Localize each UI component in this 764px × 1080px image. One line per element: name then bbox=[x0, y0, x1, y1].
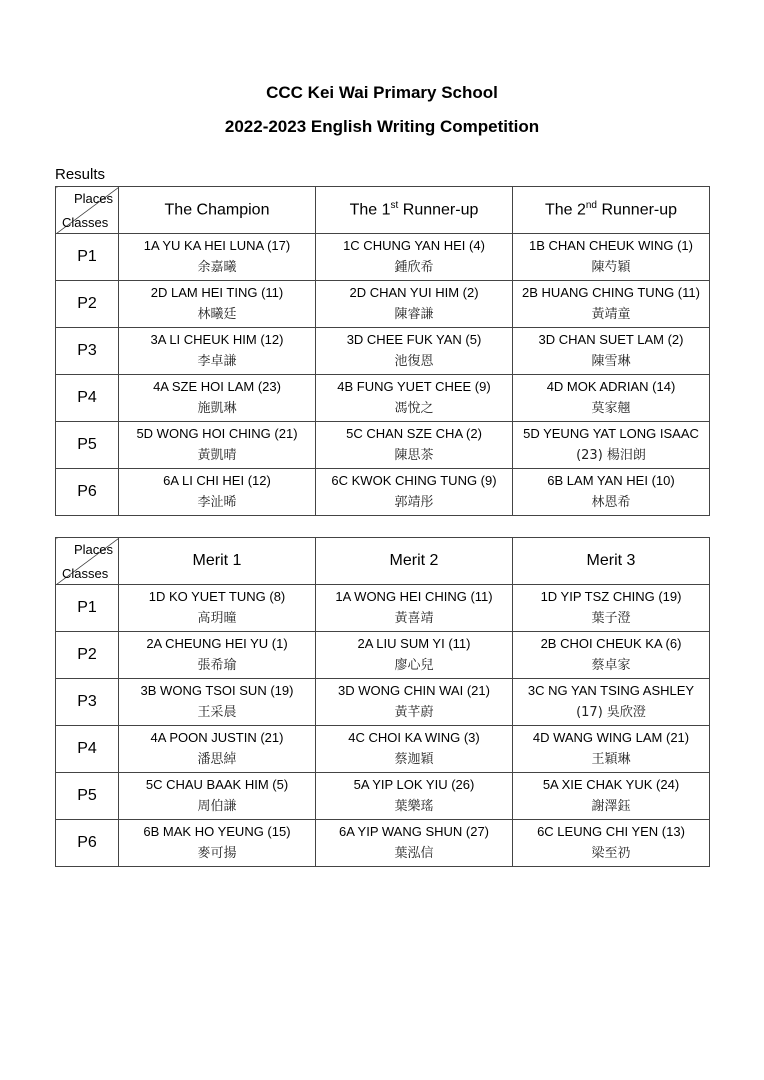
winner-name-en: 6B MAK HO YEUNG (15) bbox=[143, 824, 291, 839]
winner-name-en: 3B WONG TSOI SUN (19) bbox=[140, 683, 294, 698]
winner-name-en: 2B CHOI CHEUK KA (6) bbox=[540, 636, 682, 651]
winner-name-zh: 潘思綽 bbox=[197, 752, 237, 767]
winner-name-en: 5D WONG HOI CHING (21) bbox=[136, 426, 298, 441]
winner-name-en: 6B LAM YAN HEI (10) bbox=[547, 473, 675, 488]
winner-name-zh: 葉樂瑤 bbox=[394, 799, 434, 814]
winner-name-zh: 葉泓信 bbox=[394, 846, 434, 861]
winner-name-zh: 李卓謙 bbox=[197, 354, 237, 369]
header-merit-2: Merit 2 bbox=[316, 538, 513, 585]
table-row bbox=[56, 679, 710, 726]
classes-label: Classes bbox=[62, 566, 109, 581]
classes-label: Classes bbox=[62, 215, 109, 230]
class-label: P1 bbox=[56, 234, 119, 281]
class-label: P6 bbox=[56, 820, 119, 867]
winner-cell bbox=[513, 375, 710, 422]
winner-name-zh: 周伯謙 bbox=[197, 799, 237, 814]
winner-cell bbox=[316, 281, 513, 328]
winner-name-zh: 李沚晞 bbox=[197, 495, 237, 510]
winner-name-en: 6A YIP WANG SHUN (27) bbox=[338, 824, 490, 839]
header-champion: The Champion bbox=[119, 187, 316, 234]
winner-cell bbox=[316, 375, 513, 422]
winner-cell bbox=[316, 234, 513, 281]
winner-cell bbox=[513, 679, 710, 726]
winner-name-en: 6A LI CHI HEI (12) bbox=[163, 473, 271, 488]
winner-name-en: 3D CHEE FUK YAN (5) bbox=[346, 332, 482, 347]
table-row bbox=[56, 726, 710, 773]
results-table bbox=[55, 186, 710, 516]
winner-name-en: 4C CHOI KA WING (3) bbox=[348, 730, 480, 745]
winner-name-en: 2D LAM HEI TING (11) bbox=[150, 285, 284, 300]
winner-name-zh: 蔡迦穎 bbox=[394, 752, 434, 767]
winner-name-en: 1A WONG HEI CHING (11) bbox=[335, 589, 493, 604]
table-row bbox=[56, 773, 710, 820]
competition-title: 2022-2023 English Writing Competition bbox=[224, 117, 540, 136]
places-label: Places bbox=[73, 542, 113, 557]
table-row bbox=[56, 632, 710, 679]
winner-name-zh: 陳芍穎 bbox=[591, 260, 631, 275]
winner-name-zh: 陳雪琳 bbox=[591, 354, 631, 369]
winner-cell bbox=[119, 726, 316, 773]
winner-name-en: 4D MOK ADRIAN (14) bbox=[546, 379, 676, 394]
winner-cell bbox=[316, 469, 513, 516]
winner-name-zh: 麥可揚 bbox=[197, 846, 237, 861]
winner-name-en: 5A YIP LOK YIU (26) bbox=[353, 777, 475, 792]
class-label: P3 bbox=[56, 679, 119, 726]
winner-name-zh: 梁至礽 bbox=[591, 846, 631, 861]
winner-name-zh: 莫家翹 bbox=[591, 401, 631, 416]
table-row bbox=[56, 585, 710, 632]
winner-name-en: 3D WONG CHIN WAI (21) bbox=[338, 683, 490, 698]
class-label: P1 bbox=[56, 585, 119, 632]
winner-name-zh: 林恩希 bbox=[591, 495, 631, 510]
winner-cell bbox=[513, 773, 710, 820]
table-row bbox=[56, 281, 710, 328]
winner-cell bbox=[513, 820, 710, 867]
winner-cell bbox=[316, 773, 513, 820]
winner-cell bbox=[316, 726, 513, 773]
winner-name-zh: 張希瑜 bbox=[197, 658, 237, 673]
table-row bbox=[56, 234, 710, 281]
winner-name-en: 1C CHUNG YAN HEI (4) bbox=[343, 238, 485, 253]
winner-name-zh: 陳思茶 bbox=[394, 448, 434, 463]
corner-cell bbox=[56, 538, 119, 585]
winner-name-en: 5C CHAN SZE CHA (2) bbox=[346, 426, 482, 441]
winner-name-en: 4B FUNG YUET CHEE (9) bbox=[337, 379, 491, 394]
class-label: P5 bbox=[56, 422, 119, 469]
header-row bbox=[56, 538, 710, 585]
winner-name-zh: 黃靖童 bbox=[591, 307, 631, 322]
winner-cell bbox=[119, 679, 316, 726]
winner-cell bbox=[119, 469, 316, 516]
winner-name-zh: (17) 吳欣澄 bbox=[576, 705, 646, 720]
winner-cell bbox=[513, 726, 710, 773]
winner-cell bbox=[316, 820, 513, 867]
winner-cell bbox=[119, 820, 316, 867]
winner-cell bbox=[513, 422, 710, 469]
class-label: P6 bbox=[56, 469, 119, 516]
winner-name-zh: 黃芊蔚 bbox=[394, 705, 434, 720]
winner-name-zh: (23) 楊汨朗 bbox=[576, 448, 646, 463]
winner-cell bbox=[119, 585, 316, 632]
winner-name-en: 1B CHAN CHEUK WING (1) bbox=[529, 238, 693, 253]
winner-name-en: 6C LEUNG CHI YEN (13) bbox=[537, 824, 685, 839]
winner-name-zh: 施凱琳 bbox=[197, 401, 237, 416]
winner-name-en: 5C CHAU BAAK HIM (5) bbox=[145, 777, 289, 792]
winner-cell bbox=[316, 632, 513, 679]
winner-name-zh: 高玥曈 bbox=[197, 611, 237, 626]
winner-name-en: 5D YEUNG YAT LONG ISAAC bbox=[523, 426, 699, 441]
places-label: Places bbox=[73, 191, 113, 206]
winner-name-zh: 鍾欣希 bbox=[394, 260, 434, 275]
table-row bbox=[56, 469, 710, 516]
header-merit-1: Merit 1 bbox=[119, 538, 316, 585]
winner-name-en: 2A LIU SUM YI (11) bbox=[357, 636, 471, 651]
winner-cell bbox=[513, 469, 710, 516]
winner-name-en: 4D WANG WING LAM (21) bbox=[532, 730, 690, 745]
class-label: P2 bbox=[56, 632, 119, 679]
winner-name-zh: 余嘉曦 bbox=[197, 260, 237, 275]
winner-name-zh: 池復恩 bbox=[394, 354, 434, 369]
winner-cell bbox=[119, 773, 316, 820]
winner-cell bbox=[119, 375, 316, 422]
merit-table bbox=[55, 537, 710, 867]
winner-cell bbox=[513, 234, 710, 281]
header-second-runner-up: The 2nd Runner-up bbox=[513, 187, 710, 234]
winner-name-zh: 馮悅之 bbox=[394, 401, 434, 416]
winner-cell bbox=[316, 679, 513, 726]
table-row bbox=[56, 820, 710, 867]
winner-name-en: 1D KO YUET TUNG (8) bbox=[148, 589, 286, 604]
table-row bbox=[56, 422, 710, 469]
winner-name-en: 2B HUANG CHING TUNG (11) bbox=[522, 285, 700, 300]
winner-name-en: 6C KWOK CHING TUNG (9) bbox=[331, 473, 497, 488]
winner-cell bbox=[513, 328, 710, 375]
winner-cell bbox=[119, 422, 316, 469]
class-label: P4 bbox=[56, 375, 119, 422]
winner-cell bbox=[119, 632, 316, 679]
winner-name-en: 5A XIE CHAK YUK (24) bbox=[542, 777, 680, 792]
winner-cell bbox=[513, 281, 710, 328]
winner-name-en: 1A YU KA HEI LUNA (17) bbox=[143, 238, 291, 253]
winner-name-zh: 陳睿謙 bbox=[394, 307, 434, 322]
winner-name-zh: 郭靖彤 bbox=[394, 495, 434, 510]
class-label: P3 bbox=[56, 328, 119, 375]
corner-cell bbox=[56, 187, 119, 234]
school-title: CCC Kei Wai Primary School bbox=[266, 83, 498, 102]
winner-name-en: 3C NG YAN TSING ASHLEY bbox=[527, 683, 695, 698]
winner-name-zh: 蔡卓家 bbox=[591, 658, 631, 673]
header-row bbox=[56, 187, 710, 234]
class-label: P2 bbox=[56, 281, 119, 328]
winner-cell bbox=[316, 585, 513, 632]
winner-cell bbox=[513, 585, 710, 632]
results-label: Results bbox=[55, 166, 106, 183]
winner-name-en: 2D CHAN YUI HIM (2) bbox=[349, 285, 479, 300]
winner-name-en: 3A LI CHEUK HIM (12) bbox=[150, 332, 284, 347]
winner-name-en: 4A POON JUSTIN (21) bbox=[150, 730, 284, 745]
winner-name-zh: 廖心兒 bbox=[394, 658, 434, 673]
winner-cell bbox=[119, 328, 316, 375]
winner-name-en: 4A SZE HOI LAM (23) bbox=[153, 379, 281, 394]
winner-cell bbox=[513, 632, 710, 679]
class-label: P5 bbox=[56, 773, 119, 820]
winner-name-en: 1D YIP TSZ CHING (19) bbox=[540, 589, 682, 604]
table-row bbox=[56, 375, 710, 422]
winner-name-zh: 王穎琳 bbox=[591, 752, 631, 767]
winner-name-zh: 葉子澄 bbox=[591, 611, 631, 626]
class-label: P4 bbox=[56, 726, 119, 773]
header-merit-3: Merit 3 bbox=[513, 538, 710, 585]
winner-name-zh: 謝澤鈺 bbox=[591, 799, 631, 814]
winner-name-zh: 王采晨 bbox=[197, 705, 237, 720]
winner-name-zh: 林曦廷 bbox=[197, 307, 237, 322]
header-first-runner-up: The 1st Runner-up bbox=[316, 187, 513, 234]
winner-name-en: 3D CHAN SUET LAM (2) bbox=[538, 332, 684, 347]
winner-cell bbox=[316, 422, 513, 469]
winner-name-zh: 黃凱晴 bbox=[197, 448, 237, 463]
winner-cell bbox=[119, 234, 316, 281]
winner-cell bbox=[316, 328, 513, 375]
winner-name-zh: 黃喜靖 bbox=[394, 611, 434, 626]
winner-cell bbox=[119, 281, 316, 328]
table-row bbox=[56, 328, 710, 375]
winner-name-en: 2A CHEUNG HEI YU (1) bbox=[146, 636, 288, 651]
